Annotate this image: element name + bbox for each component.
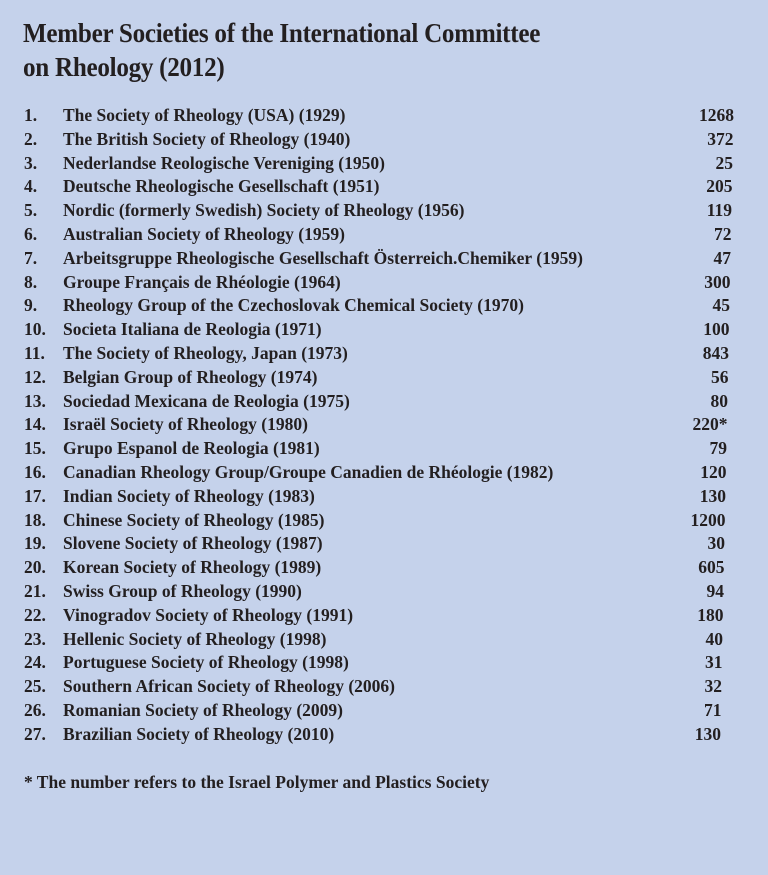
row-number: 25. xyxy=(24,676,46,697)
row-number: 23. xyxy=(24,628,46,649)
society-name: Sociedad Mexicana de Reologia (1975) xyxy=(63,390,350,411)
row-number: 11. xyxy=(24,342,45,363)
member-count: 300 xyxy=(704,271,731,292)
society-row xyxy=(0,128,768,152)
society-name: Nederlandse Reologische Vereniging (1950) xyxy=(63,152,385,173)
society-row xyxy=(0,556,768,580)
member-count: 45 xyxy=(712,295,730,316)
society-name: Arbeitsgruppe Rheologische Gesellschaft Österreich.Chemiker (1959) xyxy=(63,247,583,268)
member-count: 31 xyxy=(705,652,723,673)
row-number: 16. xyxy=(24,461,46,482)
row-number: 7. xyxy=(24,247,38,268)
row-number: 13. xyxy=(24,390,46,411)
row-number: 17. xyxy=(24,485,46,506)
row-number: 26. xyxy=(24,699,46,720)
society-name: Brazilian Society of Rheology (2010) xyxy=(63,723,335,744)
society-row xyxy=(0,509,768,533)
row-number: 9. xyxy=(24,295,38,316)
row-number: 12. xyxy=(24,366,46,387)
row-number: 3. xyxy=(24,152,38,173)
society-name: The Society of Rheology (USA) (1929) xyxy=(63,105,346,125)
member-count: 1200 xyxy=(690,509,726,530)
society-row xyxy=(0,366,768,390)
title-line-2: on Rheology (2012) xyxy=(23,52,225,82)
society-row xyxy=(0,318,768,342)
row-number: 20. xyxy=(24,557,46,578)
society-row xyxy=(0,413,768,437)
society-row xyxy=(0,104,768,128)
society-row xyxy=(0,294,768,318)
row-number: 8. xyxy=(24,271,38,292)
society-name: Canadian Rheology Group/Groupe Canadien de Rhéologie (1982) xyxy=(63,461,554,482)
row-number: 18. xyxy=(24,509,46,530)
society-row xyxy=(0,651,768,675)
member-count: 72 xyxy=(714,223,732,244)
society-name: The British Society of Rheology (1940) xyxy=(63,128,351,149)
row-number: 6. xyxy=(24,223,38,244)
member-count: 205 xyxy=(706,176,733,197)
society-row xyxy=(0,175,768,199)
row-number: 10. xyxy=(24,319,46,340)
row-number: 19. xyxy=(24,533,46,554)
row-number: 21. xyxy=(24,580,46,601)
society-name: Southern African Society of Rheology (2006) xyxy=(63,676,395,697)
row-number: 4. xyxy=(24,176,38,197)
society-row xyxy=(0,604,768,628)
society-row xyxy=(0,390,768,414)
society-row xyxy=(0,271,768,295)
row-number: 1. xyxy=(24,105,38,125)
society-name: Australian Society of Rheology (1959) xyxy=(63,223,345,244)
society-row xyxy=(0,342,768,366)
member-count: 25 xyxy=(715,152,733,173)
member-count: 120 xyxy=(700,461,727,482)
society-row xyxy=(0,199,768,223)
row-number: 27. xyxy=(24,723,46,744)
society-name: Deutsche Rheologische Gesellschaft (1951) xyxy=(63,176,380,197)
member-count: 1268 xyxy=(699,105,734,125)
member-count: 843 xyxy=(702,342,729,363)
society-row xyxy=(0,461,768,485)
society-list xyxy=(0,104,768,747)
society-name: Indian Society of Rheology (1983) xyxy=(63,485,315,506)
page-title xyxy=(23,16,540,84)
row-number: 2. xyxy=(24,128,38,149)
society-row xyxy=(0,437,768,461)
row-number: 14. xyxy=(24,414,46,435)
society-row xyxy=(0,532,768,556)
society-row xyxy=(0,699,768,723)
row-number: 5. xyxy=(24,200,38,221)
member-count: 32 xyxy=(704,676,722,697)
society-name: Belgian Group of Rheology (1974) xyxy=(63,366,318,387)
society-name: Romanian Society of Rheology (2009) xyxy=(63,699,343,720)
member-count: 130 xyxy=(699,485,726,506)
row-number: 24. xyxy=(24,652,46,673)
society-name: Portuguese Society of Rheology (1998) xyxy=(63,652,349,673)
footnote: * The number refers to the Israel Polymer and Plastics Society xyxy=(24,772,490,792)
row-number: 22. xyxy=(24,604,46,625)
society-row xyxy=(0,628,768,652)
member-count: 56 xyxy=(711,366,729,387)
society-name: Chinese Society of Rheology (1985) xyxy=(63,509,325,530)
society-name: The Society of Rheology, Japan (1973) xyxy=(63,342,348,363)
society-row xyxy=(0,152,768,176)
member-count: 80 xyxy=(710,390,728,411)
society-row xyxy=(0,247,768,271)
member-count: 79 xyxy=(709,438,727,459)
society-name: Hellenic Society of Rheology (1998) xyxy=(63,628,327,649)
society-name: Swiss Group of Rheology (1990) xyxy=(63,580,302,601)
society-name: Rheology Group of the Czechoslovak Chemical Society (1970) xyxy=(63,295,524,316)
member-count: 119 xyxy=(706,200,732,221)
member-count: 100 xyxy=(703,319,730,340)
society-row xyxy=(0,223,768,247)
member-count: 605 xyxy=(698,557,725,578)
society-name: Slovene Society of Rheology (1987) xyxy=(63,533,323,554)
society-name: Societa Italiana de Reologia (1971) xyxy=(63,319,322,340)
row-number: 15. xyxy=(24,438,46,459)
member-count: 30 xyxy=(707,533,725,554)
society-name: Nordic (formerly Swedish) Society of Rheology (1956) xyxy=(63,200,465,221)
society-row xyxy=(0,675,768,699)
society-name: Grupo Espanol de Reologia (1981) xyxy=(63,438,320,459)
society-name: Vinogradov Society of Rheology (1991) xyxy=(63,604,354,625)
member-count: 94 xyxy=(706,580,724,601)
society-name: Israël Society of Rheology (1980) xyxy=(63,414,308,435)
title-line-1: Member Societies of the International Committee xyxy=(23,18,541,48)
member-count: 47 xyxy=(713,247,731,268)
member-count: 40 xyxy=(705,628,723,649)
society-name: Groupe Français de Rhéologie (1964) xyxy=(63,271,341,292)
society-row xyxy=(0,485,768,509)
society-row xyxy=(0,580,768,604)
member-count: 372 xyxy=(707,128,734,149)
member-count: 71 xyxy=(704,699,722,720)
society-name: Korean Society of Rheology (1989) xyxy=(63,557,322,578)
society-row xyxy=(0,723,768,747)
member-count: 130 xyxy=(694,723,721,744)
member-count: 220* xyxy=(692,414,728,435)
member-count: 180 xyxy=(697,604,724,625)
